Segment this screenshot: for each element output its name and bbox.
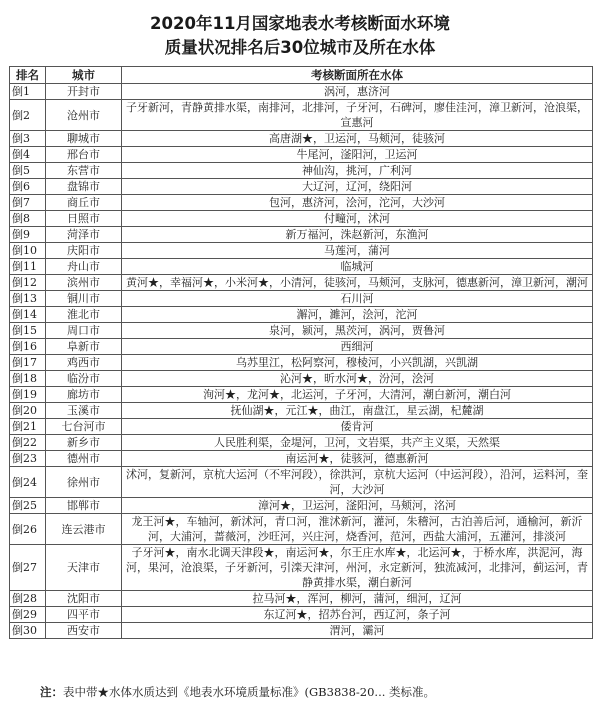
- document-title: [0, 0, 600, 60]
- table-row: [10, 403, 593, 419]
- table-row: [10, 100, 593, 131]
- city-cell: 商丘市: [46, 195, 122, 211]
- city-cell: 开封市: [46, 84, 122, 100]
- table-header-row: [10, 67, 593, 84]
- title-line-1: 2020年11月国家地表水考核断面水环境: [150, 14, 450, 33]
- table-row: [10, 307, 593, 323]
- city-cell: 四平市: [46, 607, 122, 623]
- table-row: [10, 514, 593, 545]
- water-cell: 新万福河，洙赵新河，东渔河: [122, 227, 593, 243]
- rank-cell: 倒27: [10, 545, 46, 591]
- city-cell: 沈阳市: [46, 591, 122, 607]
- footnote: [40, 684, 595, 700]
- table-body: [10, 84, 593, 639]
- table-row: [10, 291, 593, 307]
- water-cell: 西细河: [122, 339, 593, 355]
- rank-cell: 倒9: [10, 227, 46, 243]
- water-cell: 人民胜利渠，金堤河，卫河，文岩渠，共产主义渠，天然渠: [122, 435, 593, 451]
- rank-cell: 倒30: [10, 623, 46, 639]
- city-cell: 东营市: [46, 163, 122, 179]
- table-row: [10, 467, 593, 498]
- table-row: [10, 243, 593, 259]
- header-city: 城市: [46, 67, 122, 84]
- water-cell: 澥河，濉河，浍河，沱河: [122, 307, 593, 323]
- city-cell: 庆阳市: [46, 243, 122, 259]
- table-row: [10, 607, 593, 623]
- water-cell: 龙王河★，车轴河，新沭河，青口河，淮沭新河，灌河，朱稽河，古泊善后河，通榆河，新沂河，大浦河，蔷薇河，沙旺河，兴庄河，烧香河，范河，西盐大浦河，五灌河，排淡河: [122, 514, 593, 545]
- water-cell: 泉河，颍河，黑茨河，涡河，贾鲁河: [122, 323, 593, 339]
- city-cell: 阜新市: [46, 339, 122, 355]
- rank-cell: 倒5: [10, 163, 46, 179]
- table-row: [10, 451, 593, 467]
- rank-cell: 倒21: [10, 419, 46, 435]
- rank-cell: 倒26: [10, 514, 46, 545]
- water-cell: 倭肯河: [122, 419, 593, 435]
- city-cell: 七台河市: [46, 419, 122, 435]
- rank-cell: 倒11: [10, 259, 46, 275]
- water-cell: 子牙新河，青静黄排水渠，南排河，北排河，子牙河，石碑河，廖佳洼河，漳卫新河，沧浪渠，宣惠河: [122, 100, 593, 131]
- table-row: [10, 147, 593, 163]
- table-row: [10, 131, 593, 147]
- rank-cell: 倒15: [10, 323, 46, 339]
- table-row: [10, 275, 593, 291]
- city-cell: 沧州市: [46, 100, 122, 131]
- city-cell: 周口市: [46, 323, 122, 339]
- table-row: [10, 163, 593, 179]
- city-cell: 天津市: [46, 545, 122, 591]
- city-cell: 舟山市: [46, 259, 122, 275]
- rank-cell: 倒13: [10, 291, 46, 307]
- rank-cell: 倒1: [10, 84, 46, 100]
- city-cell: 西安市: [46, 623, 122, 639]
- rank-cell: 倒25: [10, 498, 46, 514]
- water-cell: 高唐湖★，卫运河，马颊河，徒骇河: [122, 131, 593, 147]
- table-row: [10, 259, 593, 275]
- table-row: [10, 419, 593, 435]
- city-cell: 聊城市: [46, 131, 122, 147]
- table-row: [10, 339, 593, 355]
- rank-cell: 倒16: [10, 339, 46, 355]
- rank-cell: 倒4: [10, 147, 46, 163]
- rank-cell: 倒19: [10, 387, 46, 403]
- table-row: [10, 195, 593, 211]
- water-cell: 子牙河★，南水北调天津段★，南运河★，尔王庄水库★，北运河★，于桥水库，洪泥河，海河，果河，沧浪渠，子牙新河，引滦天津河，州河，永定新河，独流减河，北排河，蓟运河，青静黄排水渠，潮白新河: [122, 545, 593, 591]
- water-cell: 乌苏里江，松阿察河，穆棱河，小兴凯湖，兴凯湖: [122, 355, 593, 371]
- water-cell: 付疃河，沭河: [122, 211, 593, 227]
- rank-cell: 倒28: [10, 591, 46, 607]
- water-cell: 包河，惠济河，浍河，沱河，大沙河: [122, 195, 593, 211]
- water-cell: 大辽河，辽河，绕阳河: [122, 179, 593, 195]
- table-row: [10, 591, 593, 607]
- water-cell: 洵河★，龙河★，北运河，子牙河，大清河，潮白新河，潮白河: [122, 387, 593, 403]
- rank-cell: 倒7: [10, 195, 46, 211]
- header-water: 考核断面所在水体: [122, 67, 593, 84]
- city-cell: 徐州市: [46, 467, 122, 498]
- rank-cell: 倒12: [10, 275, 46, 291]
- water-cell: 神仙沟，挑河，广利河: [122, 163, 593, 179]
- rank-cell: 倒29: [10, 607, 46, 623]
- table-row: [10, 387, 593, 403]
- rank-cell: 倒18: [10, 371, 46, 387]
- rank-cell: 倒2: [10, 100, 46, 131]
- table-row: [10, 355, 593, 371]
- water-cell: 临城河: [122, 259, 593, 275]
- water-cell: 拉马河★，浑河，柳河，蒲河，细河，辽河: [122, 591, 593, 607]
- water-cell: 石川河: [122, 291, 593, 307]
- rank-cell: 倒3: [10, 131, 46, 147]
- water-cell: 黄河★，幸福河★，小米河★，小清河，徒骇河，马颊河，支脉河，德惠新河，漳卫新河，潮河: [122, 275, 593, 291]
- table-row: [10, 371, 593, 387]
- ranking-table: [9, 66, 593, 639]
- rank-cell: 倒24: [10, 467, 46, 498]
- table-row: [10, 323, 593, 339]
- city-cell: 菏泽市: [46, 227, 122, 243]
- water-cell: 涡河，惠济河: [122, 84, 593, 100]
- city-cell: 德州市: [46, 451, 122, 467]
- header-rank: 排名: [10, 67, 46, 84]
- city-cell: 铜川市: [46, 291, 122, 307]
- table-row: [10, 435, 593, 451]
- table-row: [10, 84, 593, 100]
- city-cell: 鸡西市: [46, 355, 122, 371]
- city-cell: 滨州市: [46, 275, 122, 291]
- city-cell: 盘锦市: [46, 179, 122, 195]
- city-cell: 新乡市: [46, 435, 122, 451]
- water-cell: 马莲河，蒲河: [122, 243, 593, 259]
- table-row: [10, 211, 593, 227]
- city-cell: 淮北市: [46, 307, 122, 323]
- water-cell: 沭河，复新河，京杭大运河（不牢河段），徐洪河，京杭大运河（中运河段），沿河，运料河，奎河，大沙河: [122, 467, 593, 498]
- rank-cell: 倒10: [10, 243, 46, 259]
- rank-cell: 倒8: [10, 211, 46, 227]
- water-cell: 南运河★，徒骇河，德惠新河: [122, 451, 593, 467]
- water-cell: 牛尾河，滏阳河，卫运河: [122, 147, 593, 163]
- water-cell: 渭河，灞河: [122, 623, 593, 639]
- rank-cell: 倒23: [10, 451, 46, 467]
- rank-cell: 倒14: [10, 307, 46, 323]
- city-cell: 临汾市: [46, 371, 122, 387]
- city-cell: 廊坊市: [46, 387, 122, 403]
- water-cell: 沁河★，昕水河★，汾河，浍河: [122, 371, 593, 387]
- city-cell: 邢台市: [46, 147, 122, 163]
- water-cell: 漳河★，卫运河，滏阳河，马颊河，洺河: [122, 498, 593, 514]
- rank-cell: 倒17: [10, 355, 46, 371]
- table-row: [10, 227, 593, 243]
- water-cell: 抚仙湖★，元江★，曲江，南盘江，星云湖，杞麓湖: [122, 403, 593, 419]
- city-cell: 玉溪市: [46, 403, 122, 419]
- city-cell: 连云港市: [46, 514, 122, 545]
- table-row: [10, 498, 593, 514]
- footnote-text: 表中带★水体水质达到《地表水环境质量标准》(GB3838-20... 类标准。: [63, 685, 436, 699]
- city-cell: 日照市: [46, 211, 122, 227]
- table-row: [10, 623, 593, 639]
- rank-cell: 倒22: [10, 435, 46, 451]
- footnote-label: 注：: [40, 685, 63, 699]
- table-row: [10, 545, 593, 591]
- table-row: [10, 179, 593, 195]
- water-cell: 东辽河★，招苏台河，西辽河，条子河: [122, 607, 593, 623]
- rank-cell: 倒6: [10, 179, 46, 195]
- city-cell: 邯郸市: [46, 498, 122, 514]
- title-line-2: 质量状况排名后30位城市及所在水体: [164, 38, 436, 57]
- rank-cell: 倒20: [10, 403, 46, 419]
